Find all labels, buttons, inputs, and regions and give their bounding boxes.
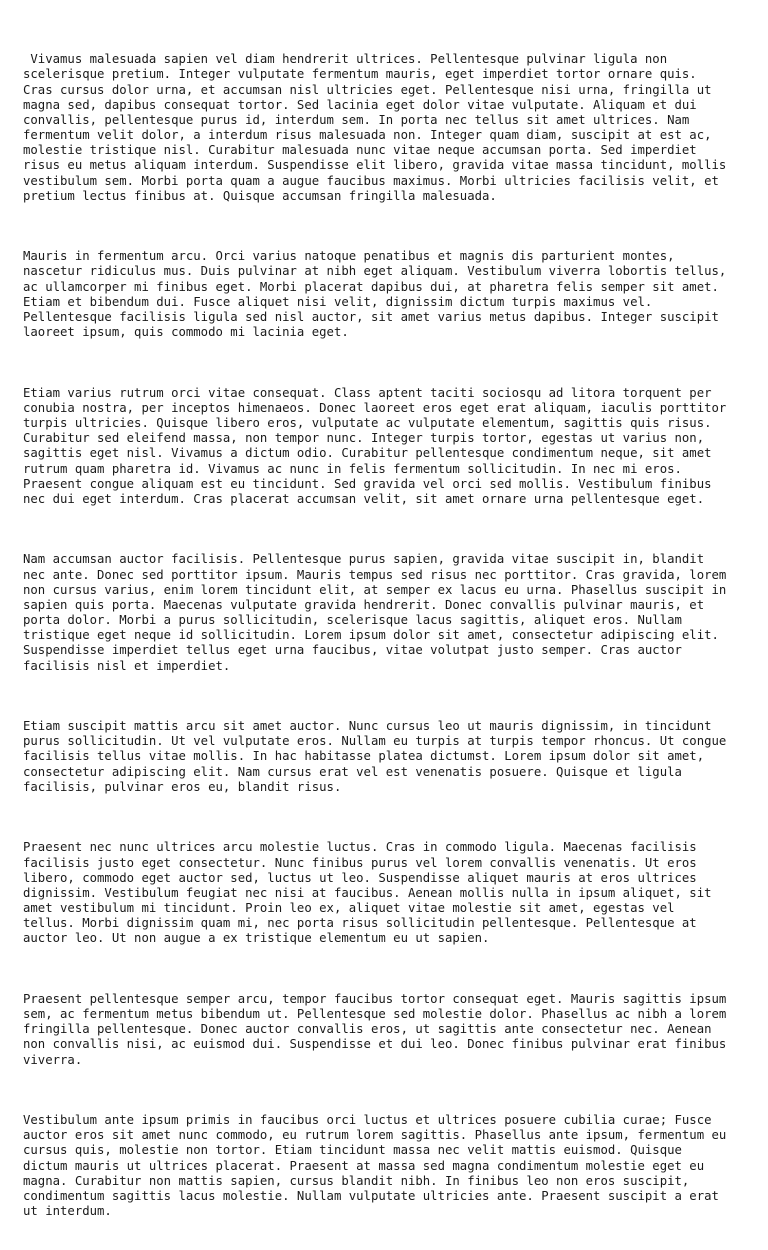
paragraph-8: Vestibulum ante ipsum primis in faucibus orci luctus et ultrices posuere cubilia curae; Fusce auctor eros sit amet nunc commodo, eu rutrum lorem sagittis. Phasellus ante ipsum, fermentum eu cursus quis, molestie non tortor. Etiam tincidunt massa nec velit mattis euismod. Quisque dictum mauris ut ultrices placerat. Praesent at massa sed magna condimentum molestie eget eu magna. Curabitur non mattis sapien, cursus blandit nibh. In finibus leo non eros suscipit, condimentum sagittis lacus molestie. Nullam vulputate ultricies ante. Praesent suscipit a erat ut interdum. bbox=[23, 1113, 727, 1219]
paragraph-4: Nam accumsan auctor facilisis. Pellentesque purus sapien, gravida vitae suscipit in, blandit nec ante. Donec sed porttitor ipsum. Mauris tempus sed risus nec porttitor. Cras gravida, lorem non cursus varius, enim lorem tincidunt elit, at semper ex lacus eu urna. Phasellus suscipit in sapien quis porta. Maecenas vulputate gravida hendrerit. Donec convallis pulvinar mauris, et porta dolor. Morbi a purus sollicitudin, scelerisque lacus sagittis, aliquet eros. Nullam tristique eget neque id sollicitudin. Lorem ipsum dolor sit amet, consectetur adipiscing elit. Suspendisse imperdiet tellus eget urna faucibus, vitae volutpat justo semper. Cras auctor facilisis nisl et imperdiet. bbox=[23, 552, 727, 673]
paragraph-6: Praesent nec nunc ultrices arcu molestie luctus. Cras in commodo ligula. Maecenas facilisis facilisis justo eget consectetur. Nunc finibus purus vel lorem convallis venenatis. Ut eros libero, commodo eget auctor sed, luctus ut leo. Suspendisse aliquet mauris at eros ultrices dignissim. Vestibulum feugiat nec nisi at faucibus. Aenean mollis nulla in ipsum aliquet, sit amet vestibulum mi tincidunt. Proin leo ex, aliquet vitae molestie sit amet, egestas vel tellus. Morbi dignissim quam mi, nec porta risus sollicitudin pellentesque. Pellentesque at auctor leo. Ut non augue a ex tristique elementum eu ut sapien. bbox=[23, 840, 712, 946]
paragraph-7: Praesent pellentesque semper arcu, tempor faucibus tortor consequat eget. Mauris sagittis ipsum sem, ac fermentum metus bibendum ut. Pellentesque sed molestie dolor. Phasellus ac nibh a lorem fringilla pellentesque. Donec auctor convallis eros, ut sagittis ante consectetur nec. Aenean non convallis nisi, ac euismod dui. Suspendisse et dui leo. Donec finibus pulvinar erat finibus viverra. bbox=[23, 991, 727, 1067]
paragraph-3: Etiam varius rutrum orci vitae consequat. Class aptent taciti sociosqu ad litora torquent per conubia nostra, per inceptos himenaeos. Donec laoreet eros eget erat aliquam, iaculis porttitor turpis ultricies. Quisque libero eros, vulputate ac vulputate elementum, sagittis quis risus. Curabitur sed eleifend massa, non tempor nunc. Integer turpis tortor, egestas ut varius non, sagittis eget nisl. Vivamus a dictum odio. Curabitur pellentesque condimentum neque, sit amet rutrum quam pharetra id. Vivamus ac nunc in felis fermentum sollicitudin. In nec mi eros. Praesent congue aliquam est eu tincidunt. Sed gravida vel orci sed mollis. Vestibulum finibus nec dui eget interdum. Cras placerat accumsan velit, sit amet ornare urna pellentesque eget. bbox=[23, 385, 727, 506]
paragraph-1: Vivamus malesuada sapien vel diam hendrerit ultrices. Pellentesque pulvinar ligula non scelerisque pretium. Integer vulputate fermentum mauris, eget imperdiet tortor ornare quis. Cras cursus dolor urna, et accumsan nisl ultricies eget. Pellentesque nisi urna, fringilla ut magna sed, dapibus consequat tortor. Sed lacinia eget dolor vitae vulputate. Aliquam et dui convallis, pellentesque purus id, interdum sem. In porta nec tellus sit amet ultrices. Nam fermentum velit dolor, a interdum risus malesuada non. Integer quam diam, suscipit at est ac, molestie tristique nisl. Curabitur malesuada nunc vitae neque accumsan porta. Sed imperdiet risus eu metus aliquam interdum. Suspendisse elit libero, gravida vitae massa tincidunt, mollis vestibulum sem. Morbi porta quam a augue faucibus maximus. Morbi ultricies facilisis velit, et pretium lectus finibus at. Quisque accumsan fringilla malesuada. bbox=[23, 52, 727, 203]
paragraph-2: Mauris in fermentum arcu. Orci varius natoque penatibus et magnis dis parturient montes, nascetur ridiculus mus. Duis pulvinar at nibh eget aliquam. Vestibulum viverra lobortis tellus, ac ullamcorper mi finibus eget. Morbi placerat dapibus dui, at pharetra felis semper sit amet. Etiam et bibendum dui. Fusce aliquet nisi velit, dignissim dictum turpis maximus vel. Pellentesque facilisis ligula sed nisl auctor, sit amet varius metus dapibus. Integer suscipit laoreet ipsum, quis commodo mi lacinia eget. bbox=[23, 249, 727, 340]
paragraph-5: Etiam suscipit mattis arcu sit amet auctor. Nunc cursus leo ut mauris dignissim, in tincidunt purus sollicitudin. Ut vel vulputate eros. Nullam eu turpis at turpis tempor rhoncus. Ut congue facilisis tellus vitae mollis. In hac habitasse platea dictumst. Lorem ipsum dolor sit amet, consectetur adipiscing elit. Nam cursus erat vel est venenatis posuere. Quisque et ligula facilisis, pulvinar eros eu, blandit risus. bbox=[23, 719, 727, 794]
document-body bbox=[23, 22, 745, 1250]
